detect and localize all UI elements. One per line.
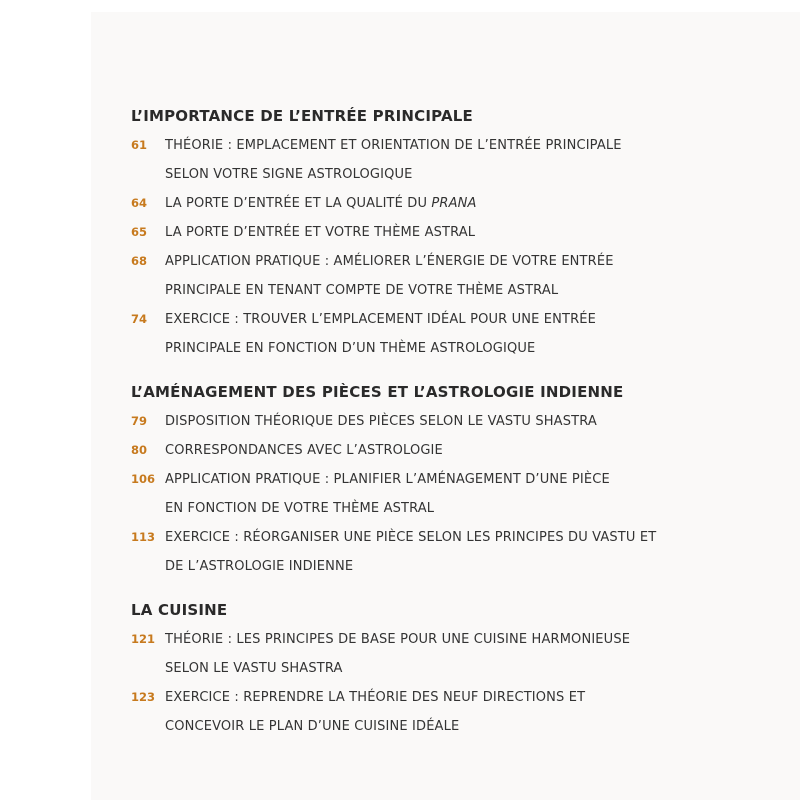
entry-text-line: THÉORIE : EMPLACEMENT ET ORIENTATION DE L’ENTRÉE PRINCIPALE — [165, 138, 622, 153]
toc-entry — [131, 305, 731, 363]
entry-text-line: EXERCICE : RÉORGANISER UNE PIÈCE SELON LES PRINCIPES DU VASTU ET — [165, 530, 657, 545]
page-number: 61 — [131, 138, 148, 152]
entry-text-line: PRINCIPALE EN TENANT COMPTE DE VOTRE THÈME ASTRAL — [165, 283, 559, 298]
page-number: 113 — [131, 530, 156, 544]
entry-text-line: LA PORTE D’ENTRÉE ET VOTRE THÈME ASTRAL — [165, 225, 476, 240]
toc-section — [131, 105, 731, 363]
entry-text-line: APPLICATION PRATIQUE : PLANIFIER L’AMÉNAGEMENT D’UNE PIÈCE — [165, 472, 610, 487]
entry-text-line: APPLICATION PRATIQUE : AMÉLIORER L’ÉNERGIE DE VOTRE ENTRÉE — [165, 254, 614, 269]
toc-section — [131, 381, 731, 581]
toc-section — [131, 599, 731, 741]
page-number: 74 — [131, 312, 148, 326]
entry-text-line: SELON LE VASTU SHASTRA — [165, 661, 343, 676]
entry-text-line: EXERCICE : REPRENDRE LA THÉORIE DES NEUF DIRECTIONS ET — [165, 690, 586, 705]
toc-entry — [131, 465, 731, 523]
entry-text-line: CORRESPONDANCES AVEC L’ASTROLOGIE — [165, 443, 443, 458]
toc-entry — [131, 523, 731, 581]
page-number: 80 — [131, 443, 148, 457]
toc-entry — [131, 625, 731, 683]
entry-text: LA PORTE D’ENTRÉE ET LA QUALITÉ DU — [165, 196, 428, 211]
page-number: 79 — [131, 414, 148, 428]
page-number: 121 — [131, 632, 156, 646]
toc-entry — [131, 131, 731, 189]
entry-italic-term: PRANA — [431, 196, 477, 211]
section-title: L’AMÉNAGEMENT DES PIÈCES ET L’ASTROLOGIE INDIENNE — [131, 383, 624, 401]
table-of-contents — [131, 105, 731, 741]
page-number: 64 — [131, 196, 148, 210]
entry-text-line: DE L’ASTROLOGIE INDIENNE — [165, 559, 354, 574]
entry-text-line: EN FONCTION DE VOTRE THÈME ASTRAL — [165, 501, 435, 516]
entry-text-line: CONCEVOIR LE PLAN D’UNE CUISINE IDÉALE — [165, 719, 460, 734]
toc-entry — [131, 247, 731, 305]
section-title: L’IMPORTANCE DE L’ENTRÉE PRINCIPALE — [131, 107, 473, 125]
page-number: 68 — [131, 254, 148, 268]
page-number: 106 — [131, 472, 156, 486]
section-title: LA CUISINE — [131, 601, 228, 619]
entry-text-line: EXERCICE : TROUVER L’EMPLACEMENT IDÉAL POUR UNE ENTRÉE — [165, 312, 597, 327]
entry-text-line: SELON VOTRE SIGNE ASTROLOGIQUE — [165, 167, 413, 182]
toc-entry — [131, 683, 731, 741]
entry-text-line: THÉORIE : LES PRINCIPES DE BASE POUR UNE CUISINE HARMONIEUSE — [165, 632, 631, 647]
toc-entry — [131, 189, 731, 218]
entry-text-line: DISPOSITION THÉORIQUE DES PIÈCES SELON LE VASTU SHASTRA — [165, 414, 597, 429]
page-number: 123 — [131, 690, 156, 704]
entry-text-line: PRINCIPALE EN FONCTION D’UN THÈME ASTROLOGIQUE — [165, 341, 536, 356]
page-number: 65 — [131, 225, 148, 239]
toc-entry — [131, 218, 731, 247]
toc-entry — [131, 407, 731, 436]
entry-text-line — [165, 189, 731, 218]
toc-entry — [131, 436, 731, 465]
